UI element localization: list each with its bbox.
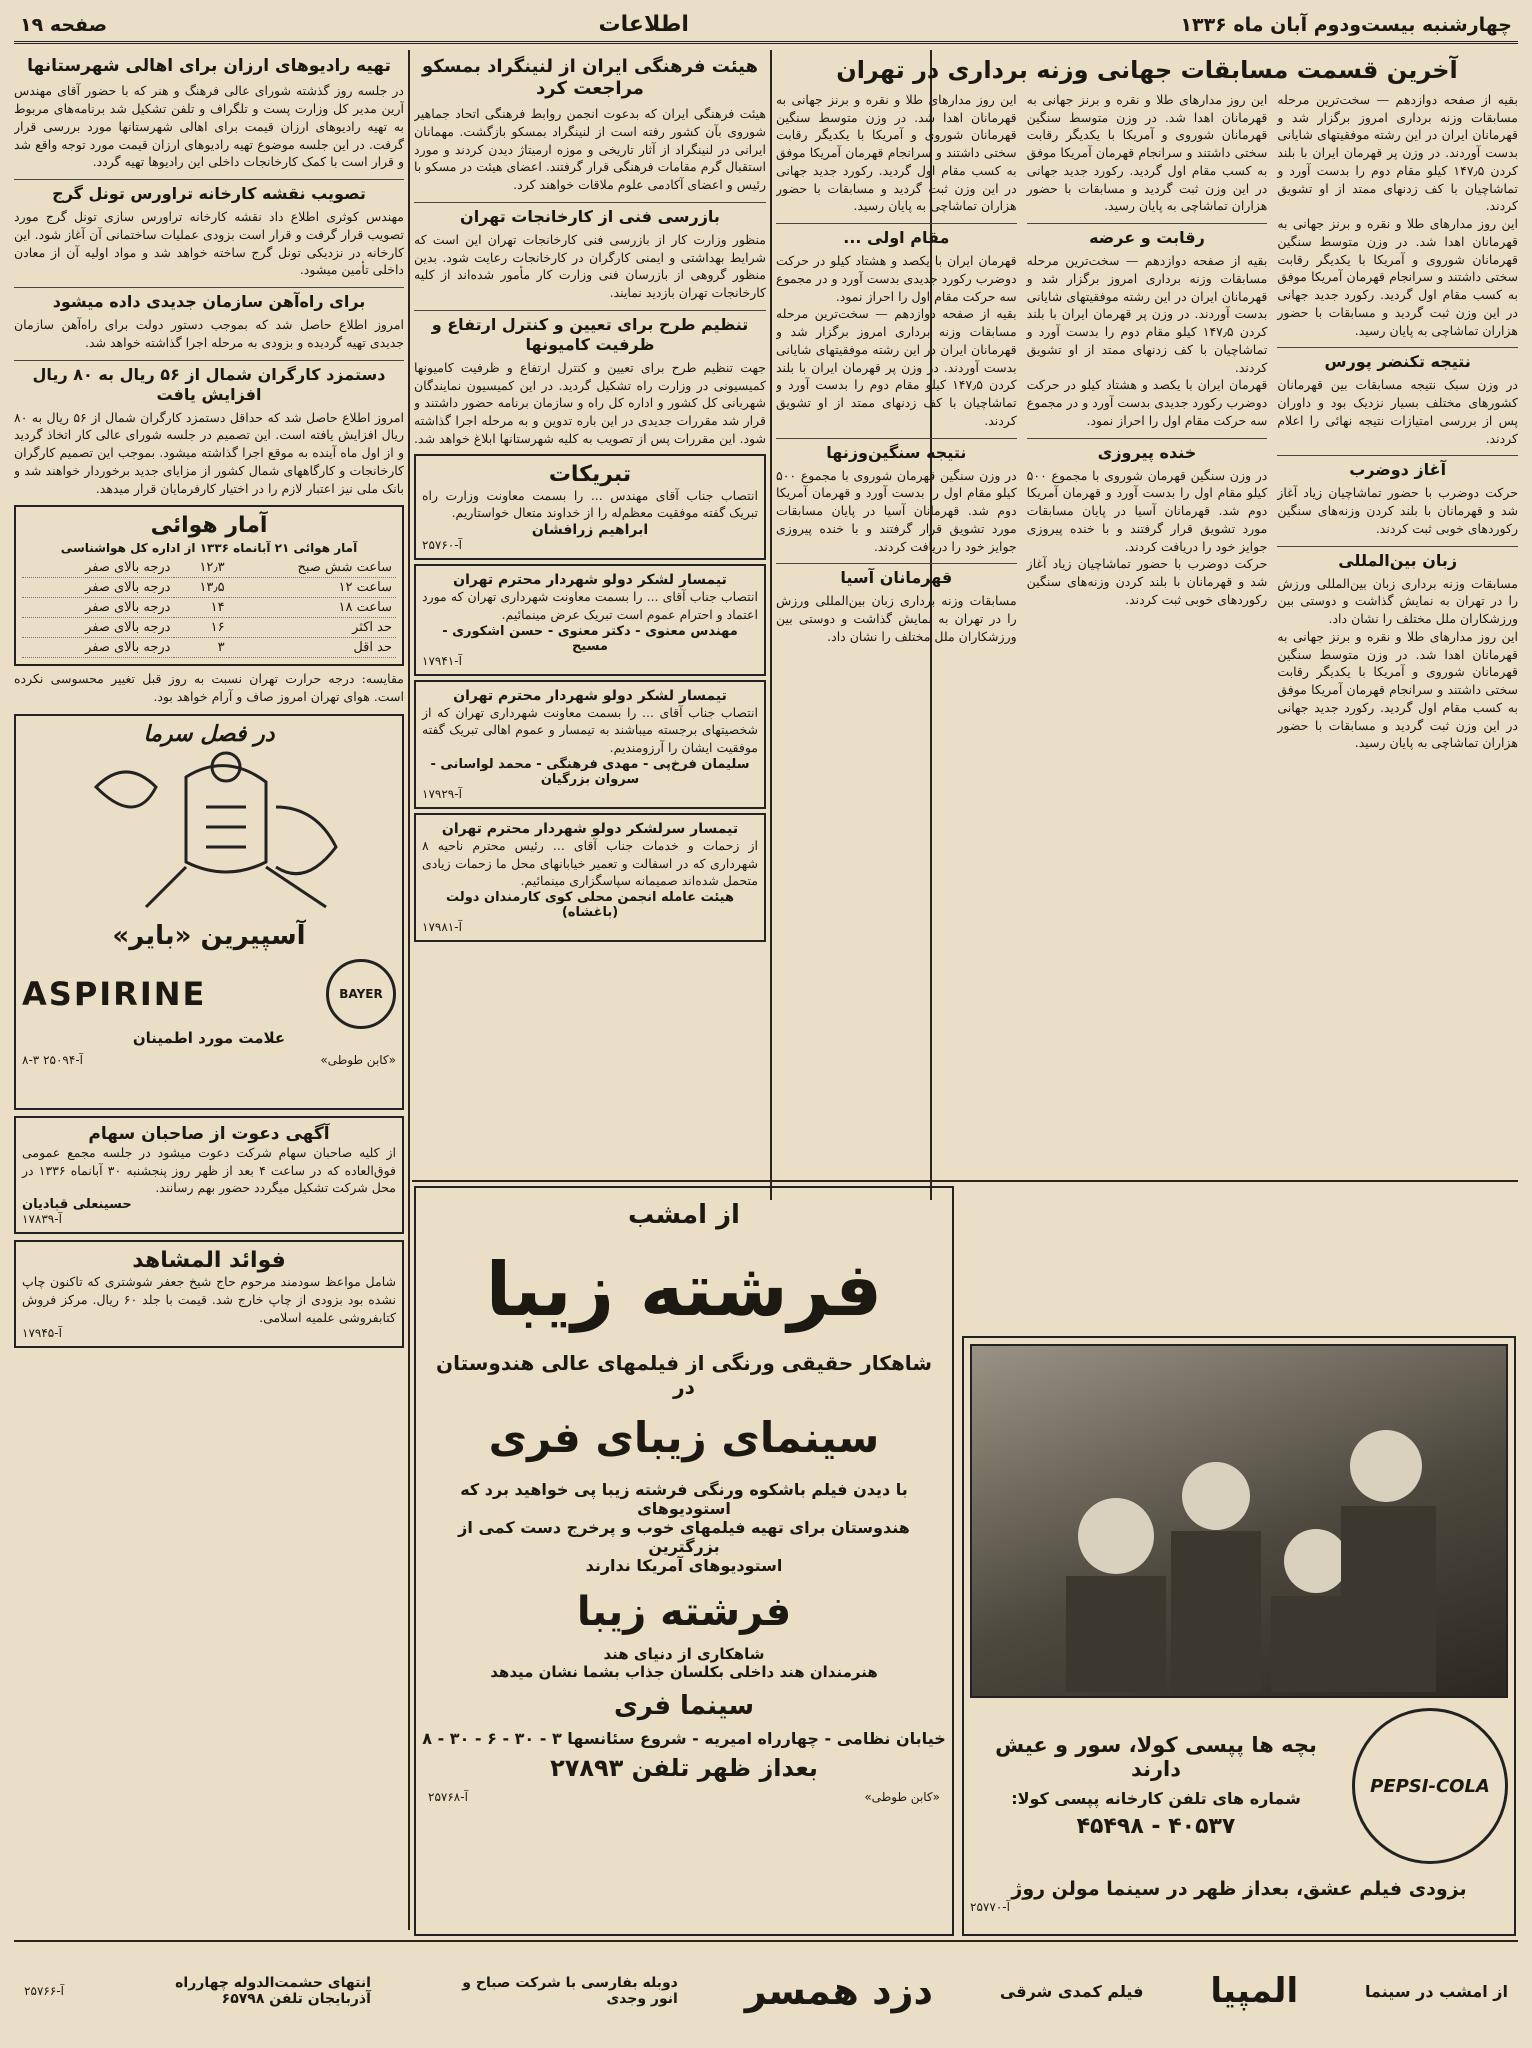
weather-note: مقایسه: درجه حرارت تهران نسبت به روز قبل تغییر محسوسی نکرده است. هوای تهران امروز صاف و آرام خواهد بود.	[14, 671, 404, 705]
paragraph: مسابقات وزنه برداری زبان بین‌المللی ورزش را در تهران به نمایش گذاشت و دوستی بین ورزشکاران ملل مختلف را نشان داد.	[776, 593, 1017, 644]
footer-film-title: دزد همسر	[744, 1969, 933, 2013]
cinema-ad	[414, 1186, 954, 1936]
paragraph: بقیه از صفحه دوازدهم — سخت‌ترین مرحله مسابقات وزنه برداری امروز برگزار شد و قهرمانان ایران در این رشته موفقیتهای شایانی بدست آوردند. در وزن پر قهرمان ایران با بلند کردن ۱۴۷٫۵ کیلو مقام دوم را بدست آورد و تماشاچیان با کف زدنهای ممتد از او تشویق کردند.	[776, 306, 1017, 428]
paragraph: امروز اطلاع حاصل شد که بموجب دستور دولت برای راه‌آهن سازمان جدیدی تهیه گردیده و بزودی به مرحله اجرا گذاشته خواهد شد.	[14, 317, 404, 350]
subheading: قهرمانان آسیا	[776, 563, 1017, 588]
congrats-signature: ابراهیم زرافشان	[531, 522, 649, 539]
shareholder-notice	[14, 1116, 404, 1234]
paragraph: حرکت دوضرب با حضور تماشاچیان زیاد آغاز شد و قهرمانان با بلند کردن وزنه‌های سنگین رکوردهای خوبی ثبت کردند.	[1277, 485, 1518, 536]
subheading: برای راه‌آهن سازمان جدیدی داده میشود	[14, 287, 404, 312]
paragraph: در وزن سنگین قهرمان شوروی با مجموع ۵۰۰ کیلو مقام اول را بدست آورد و قهرمان آمریکا دوم شد. قهرمانان آسیا در پایان مسابقات مورد تشویق قرار گرفتند و با خنده پیروزی جوایز خود را دریافت کردند.	[1026, 467, 1268, 554]
congrats-title: تیمسار لشکر دولو شهردار محترم تهران	[453, 687, 727, 704]
cinema-phone: بعداز ظهر تلفن ۲۷۸۹۳	[550, 1754, 818, 1783]
weather-table	[22, 558, 396, 658]
book-text: شامل مواعظ سودمند مرحوم حاج شیخ جعفر شوشتری که تاکنون چاپ نشده بود بزودی از چاپ خارج شد. قیمت با جلد ۶۰ ریال. مرکز فروش کتابفروشی علمیه اسلامی.	[22, 1274, 396, 1325]
film-cast: شاهکاری از دنیای هند	[603, 1645, 765, 1664]
paragraph: جهت تنظیم طرح برای تعیین و کنترل ارتفاع و ظرفیت کامیونها کمیسیونی در وزارت راه تشکیل گردید. در این کمیسیون نمایندگان شهربانی کل کشور و اداره کل راه و سازمان برنامه حضور داشتند و قرار شد مقررات جدیدی در این باره تدوین و به مرحله اجرا گذاشته شود. این مقررات پس از تصویب به کلیه شهرستانها ابلاغ خواهد شد.	[414, 359, 766, 446]
pepsi-cola-logo: PEPSI-COLA	[1352, 1708, 1508, 1864]
paragraph: حرکت دوضرب با حضور تماشاچیان زیاد آغاز شد و قهرمانان با بلند کردن وزنه‌های سنگین رکوردهای خوبی ثبت کردند.	[1026, 556, 1268, 607]
column-rule	[770, 50, 772, 1200]
paragraph: قهرمان ایران با یکصد و هشتاد کیلو در حرکت دوضرب رکورد جدیدی بدست آورد و در مجموع سه حرکت مقام اول را احراز نمود.	[1026, 377, 1268, 428]
cinema-name: سینمای زیبای فری	[488, 1413, 880, 1463]
aspirin-brand: ASPIRINE	[22, 974, 207, 1013]
aspirin-ad	[14, 714, 404, 1110]
cinema-address: خیابان نظامی - چهارراه امیریه - شروع سئانسها ۳ - ۳۰ - ۶ - ۳۰ - ۸	[422, 1729, 946, 1749]
subheading: بازرسی فنی از کارخانجات تهران	[414, 202, 766, 227]
paragraph: منظور وزارت کار از بازرسی فنی کارخانجات تهران این است که شرایط بهداشتی و ایمنی کارگران در کارخانجات رعایت شود. بدین منظور گروهی از بازرسان فنی وزارت کار مأمور شده‌اند از کلیه کارخانجات تهران بازدید نمایند.	[414, 231, 766, 301]
weather-row: ساعت شش صبح ۱۲٫۳ درجه بالای صفر	[22, 558, 396, 578]
pepsi-slogan: بچه ها پپسی کولا، سور و عیش دارند	[995, 1733, 1317, 1781]
subheading: آغاز دوضرب	[1277, 455, 1518, 480]
cinema-name-secondary: سینما فری	[613, 1691, 755, 1722]
paper-name: اطلاعات	[598, 12, 689, 37]
congrats-text: انتصاب جناب آقای ... را بسمت معاونت شهرداری تهران که از شخصیتهای برجسته میباشند به تیمسار و عموم اهالی تبریک گفته موفقیت ایشان را آرزومندیم.	[422, 704, 758, 756]
page-header	[14, 8, 1518, 44]
cinema-tonight: از امشب	[628, 1200, 740, 1230]
congrats-box	[414, 454, 766, 561]
weather-row: ساعت ۱۸ ۱۴ درجه بالای صفر	[22, 598, 396, 618]
congrats-title: تبریکات	[548, 461, 632, 487]
children-photo	[970, 1344, 1508, 1698]
coupon-label: «کابن طوطی»	[320, 1052, 396, 1067]
film-title-secondary: فرشته زیبا	[576, 1589, 792, 1636]
aspirin-tagline: در فصل سرما	[143, 721, 275, 747]
weather-box	[14, 505, 404, 666]
congrats-signature: هیئت عامله انجمن محلی کوی کارمندان دولت (باغشاه)	[446, 890, 734, 921]
film-title: فرشته زیبا	[485, 1247, 883, 1333]
subheading: تصویب نقشه کارخانه تراورس تونل گرج	[14, 179, 404, 204]
footer-text: از امشب در سینما	[1365, 1981, 1508, 2001]
paragraph: این روز مدارهای طلا و نقره و برنز جهانی به قهرمانان اهدا شد. در وزن متوسط سنگین قهرمانان شوروی و آمریکا با یکدیگر رقابت سختی داشتند و سرانجام قهرمان آمریکا موفق به کسب مقام اول گردید. رکورد جدید جهانی در این وزن ثبت گردید و مسابقات با حضور هزاران تماشاچی به پایان رسید.	[1277, 628, 1518, 751]
film-tagline: شاهکار حقیقی ورنگی از فیلمهای عالی هندوستان در	[436, 1351, 932, 1400]
paragraph: قهرمان ایران با یکصد و هشتاد کیلو در حرکت دوضرب رکورد جدیدی بدست آورد و در مجموع سه حرکت مقام اول را احراز نمود.	[776, 253, 1017, 304]
congrats-box	[414, 564, 766, 676]
ad-reference: آ-۱۷۸۳۹	[22, 1212, 62, 1227]
footer-rule	[14, 1940, 1518, 1942]
paragraph: این روز مدارهای طلا و نقره و برنز جهانی به قهرمانان اهدا شد. در وزن متوسط سنگین قهرمانان شوروی و آمریکا با یکدیگر رقابت سختی داشتند و سرانجام قهرمان آمریکا موفق به کسب مقام اول گردید. رکورد جدید جهانی در این وزن ثبت گردید و مسابقات با حضور هزاران تماشاچی به پایان رسید.	[1026, 91, 1268, 214]
middle-column	[414, 52, 766, 1177]
paragraph: در وزن سنگین قهرمان شوروی با مجموع ۵۰۰ کیلو مقام اول را بدست آورد و قهرمان آمریکا دوم شد. قهرمانان آسیا در پایان مسابقات مورد تشویق قرار گرفتند و با خنده پیروزی جوایز خود را دریافت کردند.	[776, 467, 1017, 554]
column-rule	[408, 50, 410, 1930]
notice-title: آگهی دعوت از صاحبان سهام	[88, 1123, 330, 1144]
book-ad	[14, 1240, 404, 1348]
issue-date: چهارشنبه بیست‌ودوم آبان ماه ۱۳۳۶	[1180, 13, 1512, 36]
ad-reference: آ-۱۷۹۴۱	[422, 653, 462, 668]
subheading: دستمزد کارگران شمال از ۵۶ ریال به ۸۰ ریال افزایش یافت	[14, 360, 404, 405]
ad-reference: آ-۱۷۹۲۹	[422, 786, 462, 801]
paragraph: بقیه از صفحه دوازدهم — سخت‌ترین مرحله مسابقات وزنه برداری امروز برگزار شد و قهرمانان ایران در این رشته موفقیتهای شایانی بدست آوردند. در وزن پر قهرمان ایران با بلند کردن ۱۴۷٫۵ کیلو مقام دوم را بدست آورد و تماشاچیان با کف زدنهای ممتد از او تشویق کردند.	[1277, 91, 1518, 214]
coming-soon-note: بزودی فیلم عشق، بعداز ظهر در سینما مولن روژ	[1011, 1878, 1467, 1900]
coupon-label: «کابن طوطی»	[864, 1790, 940, 1805]
weather-subtitle: آمار هوائی ۲۱ آبانماه ۱۳۳۶ از اداره کل هواشناسی	[60, 541, 358, 556]
paragraph: مسابقات وزنه برداری زبان بین‌المللی ورزش را در تهران به نمایش گذاشت و دوستی بین ورزشکاران ملل مختلف را نشان داد.	[1277, 575, 1518, 627]
notice-signature: حسینعلی قبادیان	[22, 1197, 132, 1213]
headline: هیئت فرهنگی ایران از لنینگراد بمسکو مراجعت کرد	[421, 56, 758, 99]
weather-row: حد اقل ۳ درجه بالای صفر	[22, 638, 396, 658]
congrats-signature: مهندس معنوی - دکتر معنوی - حسن اشکوری - مسیح	[442, 623, 738, 654]
ad-reference: آ-۲۵۷۶۸	[428, 1790, 468, 1805]
ad-reference: آ-۲۵۷۶۰	[422, 538, 462, 553]
congrats-title: تیمسار لشکر دولو شهردار محترم تهران	[453, 572, 727, 589]
paragraph: در وزن سبک نتیجه مسابقات بین قهرمانان کشورهای مختلف بسیار نزدیک بود و داوران پس از بررسی امتیازات نتیجه نهائی را اعلام کردند.	[1277, 377, 1518, 446]
headline: آخرین قسمت مسابقات جهانی وزنه برداری در تهران	[836, 56, 1458, 84]
ad-reference: آ-۱۷۹۴۵	[22, 1326, 62, 1341]
ad-reference: آ-۱۷۹۸۱	[422, 920, 462, 935]
aspirin-illustration	[36, 747, 396, 917]
page-number: صفحه ۱۹	[20, 13, 108, 36]
footer-cast: دوبله بفارسی با شرکت صباح و انور وجدی	[462, 1975, 678, 2007]
section-rule	[412, 1180, 1518, 1182]
congrats-signature: سلیمان فرخ‌پی - مهدی فرهنگی - محمد لواسانی - سروان بزرگیان	[430, 756, 750, 787]
congrats-text: انتصاب جناب آقای مهندس ... را بسمت معاونت وزارت راه تبریک گفته موفقیت معظم‌له را از خداوند متعال خواستاریم.	[422, 487, 758, 521]
paragraph: این روز مدارهای طلا و نقره و برنز جهانی به قهرمانان اهدا شد. در وزن متوسط سنگین قهرمانان شوروی و آمریکا با یکدیگر رقابت سختی داشتند و سرانجام قهرمان آمریکا موفق به کسب مقام اول گردید. رکورد جدید جهانی در این وزن ثبت گردید و مسابقات با حضور هزاران تماشاچی به پایان رسید.	[1277, 216, 1518, 338]
pepsi-phone-label: شماره های تلفن کارخانه پپسی کولا:	[1011, 1789, 1301, 1808]
notice-text: از کلیه صاحبان سهام شرکت دعوت میشود در جلسه مجمع عمومی فوق‌العاده که در ساعت ۴ بعد از ظهر روز پنجشنبه ۳۰ آبانماه ۱۳۳۶ در محل شرکت تشکیل میگردد حضور بهم رسانند.	[22, 1144, 396, 1196]
ad-reference: آ-۲۵۷۶۶	[24, 1984, 64, 1998]
aspirin-trust-mark: علامت مورد اطمینان	[132, 1028, 286, 1047]
left-column	[14, 52, 404, 1937]
congrats-title: تیمسار سرلشکر دولو شهردار محترم تهران	[441, 820, 739, 837]
subheading: نتیجه تکنضر پورس	[1277, 347, 1518, 372]
paragraph: بقیه از صفحه دوازدهم — سخت‌ترین مرحله مسابقات وزنه برداری امروز برگزار شد و قهرمانان ایران در این رشته موفقیتهای شایانی بدست آوردند. در وزن پر قهرمان ایران با بلند کردن ۱۴۷٫۵ کیلو مقام دوم را بدست آورد و تماشاچیان با کف زدنهای ممتد از او تشویق کردند.	[1026, 253, 1268, 375]
pepsi-ad	[962, 1336, 1516, 1936]
children-photo-illustration	[966, 1346, 1506, 1692]
subheading: تنظیم طرح برای تعیین و کنترل ارتفاع و ظرفیت کامیونها	[414, 310, 766, 355]
paragraph: این روز مدارهای طلا و نقره و برنز جهانی به قهرمانان اهدا شد. در وزن متوسط سنگین قهرمانان شوروی و آمریکا با یکدیگر رقابت سختی داشتند و سرانجام قهرمان آمریکا موفق به کسب مقام اول گردید. رکورد جدید جهانی در این وزن ثبت گردید و مسابقات با حضور هزاران تماشاچی به پایان رسید.	[776, 91, 1017, 214]
bayer-cross-logo: BAYER	[326, 959, 396, 1029]
film-description: استودیوهای آمریکا ندارند	[585, 1556, 783, 1576]
subheading: زبان بین‌المللی	[1277, 546, 1518, 571]
weather-title: آمار هوائی	[150, 513, 268, 539]
subheading: خنده پیروزی	[1027, 438, 1268, 463]
headline: تهیه رادیوهای ارزان برای اهالی شهرستانها	[27, 56, 391, 76]
aspirin-name: آسپیرین «بایر»	[112, 920, 306, 951]
footer-cinema-ad	[14, 1946, 1518, 2036]
footer-text: فیلم کمدی شرقی	[999, 1981, 1144, 2001]
paragraph: هیئت فرهنگی ایران که بدعوت انجمن روابط فرهنگی اتحاد جماهیر شوروی بآن کشور رفته است از لنینگراد بمسکو بازگشت. مهمانان ایرانی در لنینگراد از آثار تاریخی و موزه ارمیتاژ دیدن کردند و مورد استقبال گرم مقامات فرهنگی قرار گرفتند. اعضای هیئت در مسکو با رئیس و اعضای آکادمی علوم ملاقات خواهند کرد.	[414, 106, 766, 193]
film-description: هندوستان برای تهیه فیلمهای خوب و پرخرج دست کمی از بزرگترین	[458, 1518, 910, 1557]
pepsi-phones: ۴۰۵۳۷ - ۴۵۴۹۸	[1076, 1814, 1236, 1839]
footer-address: انتهای حشمت‌الدوله چهارراه آذربایجان تلفن ۶۵۷۹۸	[175, 1975, 371, 2007]
weightlifting-article	[776, 52, 1518, 1180]
paragraph: در جلسه روز گذشته شورای عالی فرهنگ و هنر که با حضور آقای مهندس آرین مدیر کل وزارت پست و تلگراف و تلفن تشکیل شد برنامه‌های مربوط به تهیه رادیوهای ارزان قیمت برای اهالی شهرستانها مورد بررسی قرار گرفت. در این جلسه موضوع تهیه رادیوهای ارزان قیمت مورد توجه واقع شد و قرار است با کمک کارخانجات داخلی این رادیوها تهیه گردد.	[14, 83, 404, 170]
subheading: رقابت و عرضه	[1027, 223, 1268, 248]
subheading: نتیجه سنگین‌وزنها	[776, 438, 1017, 463]
congrats-text: انتصاب جناب آقای ... را بسمت معاونت شهرداری تهران که مورد اعتماد و احترام عموم است تبریک عرض مینمائیم.	[422, 589, 758, 622]
film-description: با دیدن فیلم باشکوه ورنگی فرشته زیبا پی خواهید برد که استودیوهای	[460, 1480, 908, 1519]
subheading: مقام اولی ...	[776, 223, 1017, 248]
congrats-text: از زحمات و خدمات جناب آقای ... رئیس محترم ناحیه ۸ شهرداری که در اسفالت و تعمیر خیابانهای محل ما زحمات زیادی متحمل شده‌اند صمیمانه سپاسگزاری مینمائیم.	[422, 837, 758, 889]
weather-row: حد اکثر ۱۶ درجه بالای صفر	[22, 618, 396, 638]
congrats-box	[414, 813, 766, 942]
congrats-box	[414, 680, 766, 809]
book-title: فوائد المشاهد	[132, 1248, 286, 1274]
ad-reference: آ-۲۵۷۷۰	[970, 1900, 1010, 1914]
footer-cinema-name: المپیا	[1210, 1971, 1299, 2011]
weather-row: ساعت ۱۲ ۱۳٫۵ درجه بالای صفر	[22, 578, 396, 598]
paragraph: امروز اطلاع حاصل شد که حداقل دستمزد کارگران شمال از ۵۶ ریال به ۸۰ ریال افزایش یافته است. این تصمیم در جلسه شورای عالی کار اتخاذ گردید و از اول ماه آینده به موقع اجرا گذاشته میشود. بموجب این تصمیم کارگران کارخانجات و کارگاههای شمال کشور از مزایای جدید برخوردار خواهند شد و بانک ملی نیز اعتبار لازم را در اختیار کارفرمایان قرار میدهد.	[14, 409, 404, 496]
paragraph: مهندس کوثری اطلاع داد نقشه کارخانه تراورس سازی تونل گرج مورد تصویب قرار گرفت و قرار است بزودی عملیات ساختمانی آن آغاز شود. این کارخانه در نزدیکی تونل گرج ساخته خواهد شد و مواد اولیه آن از معادن داخلی تأمین میشود.	[14, 209, 404, 278]
film-cast: هنرمندان هند داخلی بکلسان جذاب بشما نشان میدهد	[490, 1663, 878, 1682]
ad-reference: آ-۲۵۰۹۴ ۳-۸	[22, 1052, 83, 1067]
